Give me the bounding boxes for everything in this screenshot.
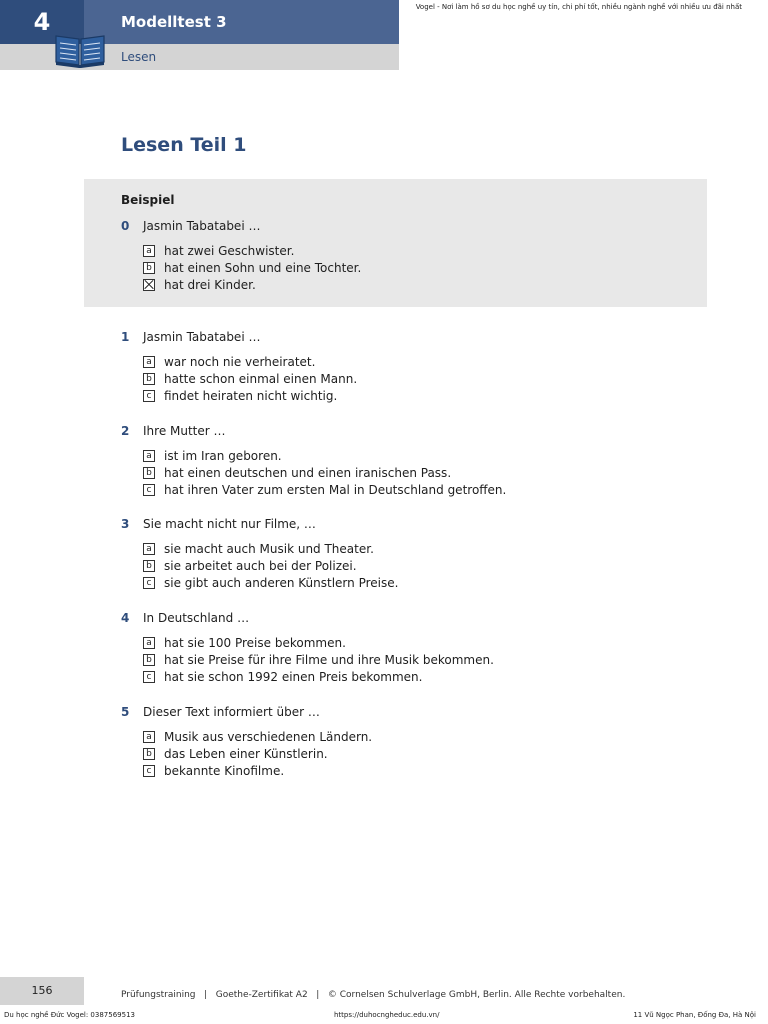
option-text: sie gibt auch anderen Künstlern Preise. <box>164 576 399 590</box>
footer-right-note: 11 Vũ Ngọc Phan, Đống Đa, Hà Nội <box>633 1011 756 1019</box>
option-text: hat ihren Vater zum ersten Mal in Deutschland getroffen. <box>164 483 507 497</box>
footer-text: Prüfungstraining | Goethe-Zertifikat A2 | © Cornelsen Schulverlage GmbH, Berlin. Alle Rechte vorbehalten. <box>121 990 626 1000</box>
option-1b <box>143 372 357 386</box>
checkbox-c[interactable]: c <box>143 390 155 402</box>
checkbox-c[interactable]: c <box>143 484 155 496</box>
option-5a <box>143 730 372 744</box>
option-text: hat einen Sohn und eine Tochter. <box>164 261 362 275</box>
checkbox-a[interactable]: a <box>143 731 155 743</box>
checkbox-b[interactable]: b <box>143 467 155 479</box>
checkbox-c[interactable]: c <box>143 765 155 777</box>
checkbox-checked-icon[interactable] <box>143 279 155 291</box>
question-number: 4 <box>121 611 130 625</box>
question-number: 3 <box>121 517 130 531</box>
option-text: war noch nie verheiratet. <box>164 355 316 369</box>
checkbox-c[interactable]: c <box>143 671 155 683</box>
option-4b <box>143 653 494 667</box>
option-text: hat drei Kinder. <box>164 278 256 292</box>
question-number: 5 <box>121 705 130 719</box>
option-text: das Leben einer Künstlerin. <box>164 747 328 761</box>
footer-left-note: Du học nghề Đức Vogel: 0387569513 <box>4 1011 135 1019</box>
option-2a <box>143 449 282 463</box>
checkbox-b[interactable]: b <box>143 373 155 385</box>
checkbox-b[interactable]: b <box>143 262 155 274</box>
option-text: hat sie 100 Preise bekommen. <box>164 636 346 650</box>
option-4a <box>143 636 346 650</box>
option-4c <box>143 670 422 684</box>
checkbox-b[interactable]: b <box>143 748 155 760</box>
option-2c <box>143 483 506 497</box>
question-text: In Deutschland … <box>143 611 250 625</box>
question-number: 1 <box>121 330 130 344</box>
checkbox-b[interactable]: b <box>143 654 155 666</box>
option-5b <box>143 747 328 761</box>
option-5c <box>143 764 284 778</box>
checkbox-a[interactable]: a <box>143 245 155 257</box>
option-text: hat einen deutschen und einen iranischen Pass. <box>164 466 452 480</box>
checkbox-a[interactable]: a <box>143 637 155 649</box>
footer-center-note[interactable]: https://duhocngheduc.edu.vn/ <box>334 1011 440 1019</box>
checkbox-a[interactable]: a <box>143 450 155 462</box>
checkbox-b[interactable]: b <box>143 560 155 572</box>
option-3c <box>143 576 398 590</box>
example-option-a <box>143 244 294 258</box>
question-number: 2 <box>121 424 130 438</box>
question-text: Sie macht nicht nur Filme, … <box>143 517 316 531</box>
option-text: hat sie Preise für ihre Filme und ihre Musik bekommen. <box>164 653 494 667</box>
checkbox-a[interactable]: a <box>143 543 155 555</box>
option-3a <box>143 542 374 556</box>
page-number: 156 <box>0 977 84 1005</box>
question-text: Dieser Text informiert über … <box>143 705 320 719</box>
option-text: findet heiraten nicht wichtig. <box>164 389 338 403</box>
chapter-number: 4 <box>0 0 84 44</box>
checkbox-a[interactable]: a <box>143 356 155 368</box>
open-book-icon <box>52 30 108 68</box>
option-text: sie macht auch Musik und Theater. <box>164 542 374 556</box>
option-text: bekannte Kinofilme. <box>164 764 285 778</box>
option-text: hat zwei Geschwister. <box>164 244 295 258</box>
page-title: Lesen Teil 1 <box>121 134 247 156</box>
chapter-title: Modelltest 3 <box>84 0 399 44</box>
example-number: 0 <box>121 219 130 233</box>
option-text: ist im Iran geboren. <box>164 449 282 463</box>
question-text: Ihre Mutter … <box>143 424 226 438</box>
option-2b <box>143 466 451 480</box>
option-text: Musik aus verschiedenen Ländern. <box>164 730 373 744</box>
option-3b <box>143 559 357 573</box>
question-text: Jasmin Tabatabei … <box>143 330 261 344</box>
option-1c <box>143 389 337 403</box>
option-1a <box>143 355 315 369</box>
example-question: Jasmin Tabatabei … <box>143 219 261 233</box>
checkbox-c[interactable]: c <box>143 577 155 589</box>
example-option-b <box>143 261 361 275</box>
option-text: sie arbeitet auch bei der Polizei. <box>164 559 357 573</box>
option-text: hatte schon einmal einen Mann. <box>164 372 358 386</box>
section-label: Lesen <box>121 50 157 64</box>
example-label: Beispiel <box>121 193 175 207</box>
top-note: Vogel - Nơi làm hồ sơ du học nghề uy tín, chi phí tốt, nhiều ngành nghề với nhiều ưu đãi nhất <box>415 3 742 11</box>
example-option-c <box>143 278 256 292</box>
option-text: hat sie schon 1992 einen Preis bekommen. <box>164 670 423 684</box>
